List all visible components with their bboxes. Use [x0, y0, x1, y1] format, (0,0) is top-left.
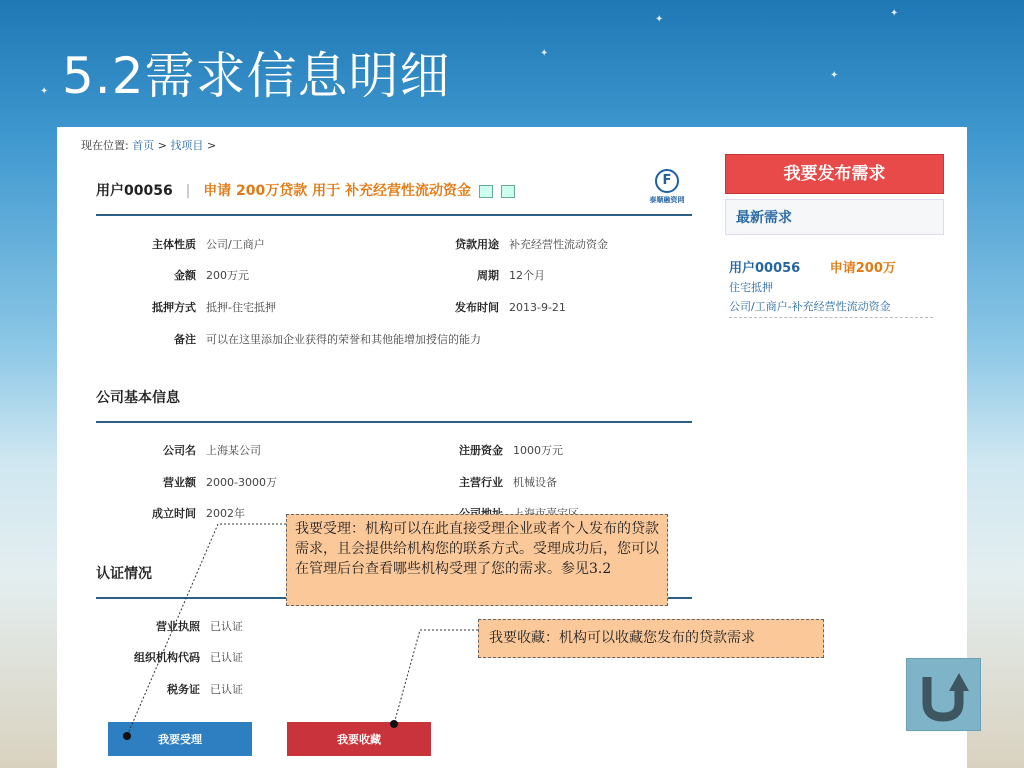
logo-mark: F [655, 169, 679, 193]
detail-label: 主体性质 [152, 238, 196, 251]
company-founded [114, 505, 245, 521]
sparkle-icon: ✦ [890, 8, 899, 19]
breadcrumb [81, 137, 216, 153]
field-value: 上海某公司 [206, 444, 261, 457]
detail-mortgage [114, 299, 276, 315]
latest-item-user: 用户00056 [729, 261, 801, 276]
detail-value: 200万元 [206, 269, 249, 282]
detail-value: 补充经营性流动资金 [509, 238, 608, 251]
detail-label: 周期 [477, 269, 499, 282]
field-value: 2002年 [206, 507, 245, 520]
detail-value: 公司/工商户 [206, 238, 265, 251]
company-name [114, 442, 261, 458]
company-registered-capital [421, 442, 563, 458]
request-title [96, 180, 515, 200]
slide-title: 5.2需求信息明细 [62, 47, 451, 105]
sparkle-icon: ✦ [40, 86, 49, 97]
back-button[interactable] [906, 658, 981, 731]
sparkle-icon: ✦ [540, 48, 549, 59]
field-label: 注册资金 [459, 444, 503, 457]
field-label: 公司名 [163, 444, 196, 457]
detail-label: 贷款用途 [455, 238, 499, 251]
cert-org-code [114, 649, 243, 665]
breadcrumb-separator: > [206, 139, 217, 152]
divider [96, 214, 692, 216]
detail-remark [114, 331, 481, 347]
detail-value: 2013-9-21 [509, 301, 566, 314]
detail-label: 抵押方式 [152, 301, 196, 314]
platform-logo [645, 169, 689, 205]
sparkle-icon: ✦ [655, 14, 664, 25]
detail-value: 可以在这里添加企业获得的荣誉和其他能增加授信的能力 [206, 333, 481, 346]
cert-status: 已认证 [210, 651, 243, 664]
publish-request-button[interactable]: 我要发布需求 [725, 154, 944, 194]
cert-tax [114, 681, 243, 697]
breadcrumb-home-link[interactable]: 首页 [132, 139, 155, 152]
field-label: 成立时间 [152, 507, 196, 520]
logo-text: 泰顺融资网 [649, 196, 685, 204]
certificate-icon [479, 185, 493, 198]
request-headline: 申请 200万贷款 用于 补充经营性流动资金 [203, 183, 472, 199]
detail-term [417, 267, 545, 283]
favorite-callout: 我要收藏：机构可以收藏您发布的贷款需求 [478, 619, 824, 658]
company-section-title: 公司基本信息 [96, 390, 180, 406]
favorite-request-button[interactable]: 我要收藏 [287, 722, 431, 756]
cert-status: 已认证 [210, 683, 243, 696]
latest-item-amount: 申请200万 [829, 261, 896, 276]
field-value: 1000万元 [513, 444, 563, 457]
field-value: 机械设备 [513, 476, 557, 489]
cert-status: 已认证 [210, 620, 243, 633]
content-panel [57, 127, 967, 768]
detail-publish-date [417, 299, 566, 315]
latest-item-purpose: 公司/工商户-补充经营性流动资金 [729, 300, 891, 313]
field-label: 营业额 [163, 476, 196, 489]
cert-label: 营业执照 [156, 620, 200, 633]
breadcrumb-find-project-link[interactable]: 找项目 [170, 139, 204, 152]
cert-label: 组织机构代码 [134, 651, 200, 664]
latest-item-mortgage: 住宅抵押 [729, 281, 773, 294]
field-value: 2000-3000万 [206, 476, 277, 489]
detail-label: 发布时间 [455, 301, 499, 314]
cert-label: 税务证 [167, 683, 200, 696]
latest-requests-header: 最新需求 [725, 199, 944, 235]
u-turn-back-icon [907, 659, 980, 730]
company-revenue [114, 474, 277, 490]
detail-label: 金额 [174, 269, 196, 282]
certification-section-title: 认证情况 [96, 566, 152, 582]
cert-business-license [114, 618, 243, 634]
field-label: 主营行业 [459, 476, 503, 489]
sparkle-icon: ✦ [830, 70, 839, 81]
company-industry [421, 474, 557, 490]
breadcrumb-separator: > [157, 139, 167, 152]
accept-request-button[interactable]: 我要受理 [108, 722, 252, 756]
divider [96, 421, 692, 423]
detail-entity-type [114, 236, 265, 252]
request-user: 用户00056 [96, 183, 173, 199]
title-divider: | [185, 183, 191, 199]
latest-request-item[interactable] [729, 257, 933, 318]
detail-value: 12个月 [509, 269, 545, 282]
detail-loan-purpose [417, 236, 608, 252]
breadcrumb-prefix: 现在位置: [81, 139, 129, 152]
accept-callout: 我要受理：机构可以在此直接受理企业或者个人发布的贷款需求，且会提供给机构您的联系方式。受理成功后，您可以在管理后台查看哪些机构受理了您的需求。参见3.2 [286, 514, 668, 606]
detail-label: 备注 [174, 333, 196, 346]
detail-value: 抵押-住宅抵押 [206, 301, 276, 314]
detail-amount [114, 267, 249, 283]
id-card-icon [501, 185, 515, 198]
